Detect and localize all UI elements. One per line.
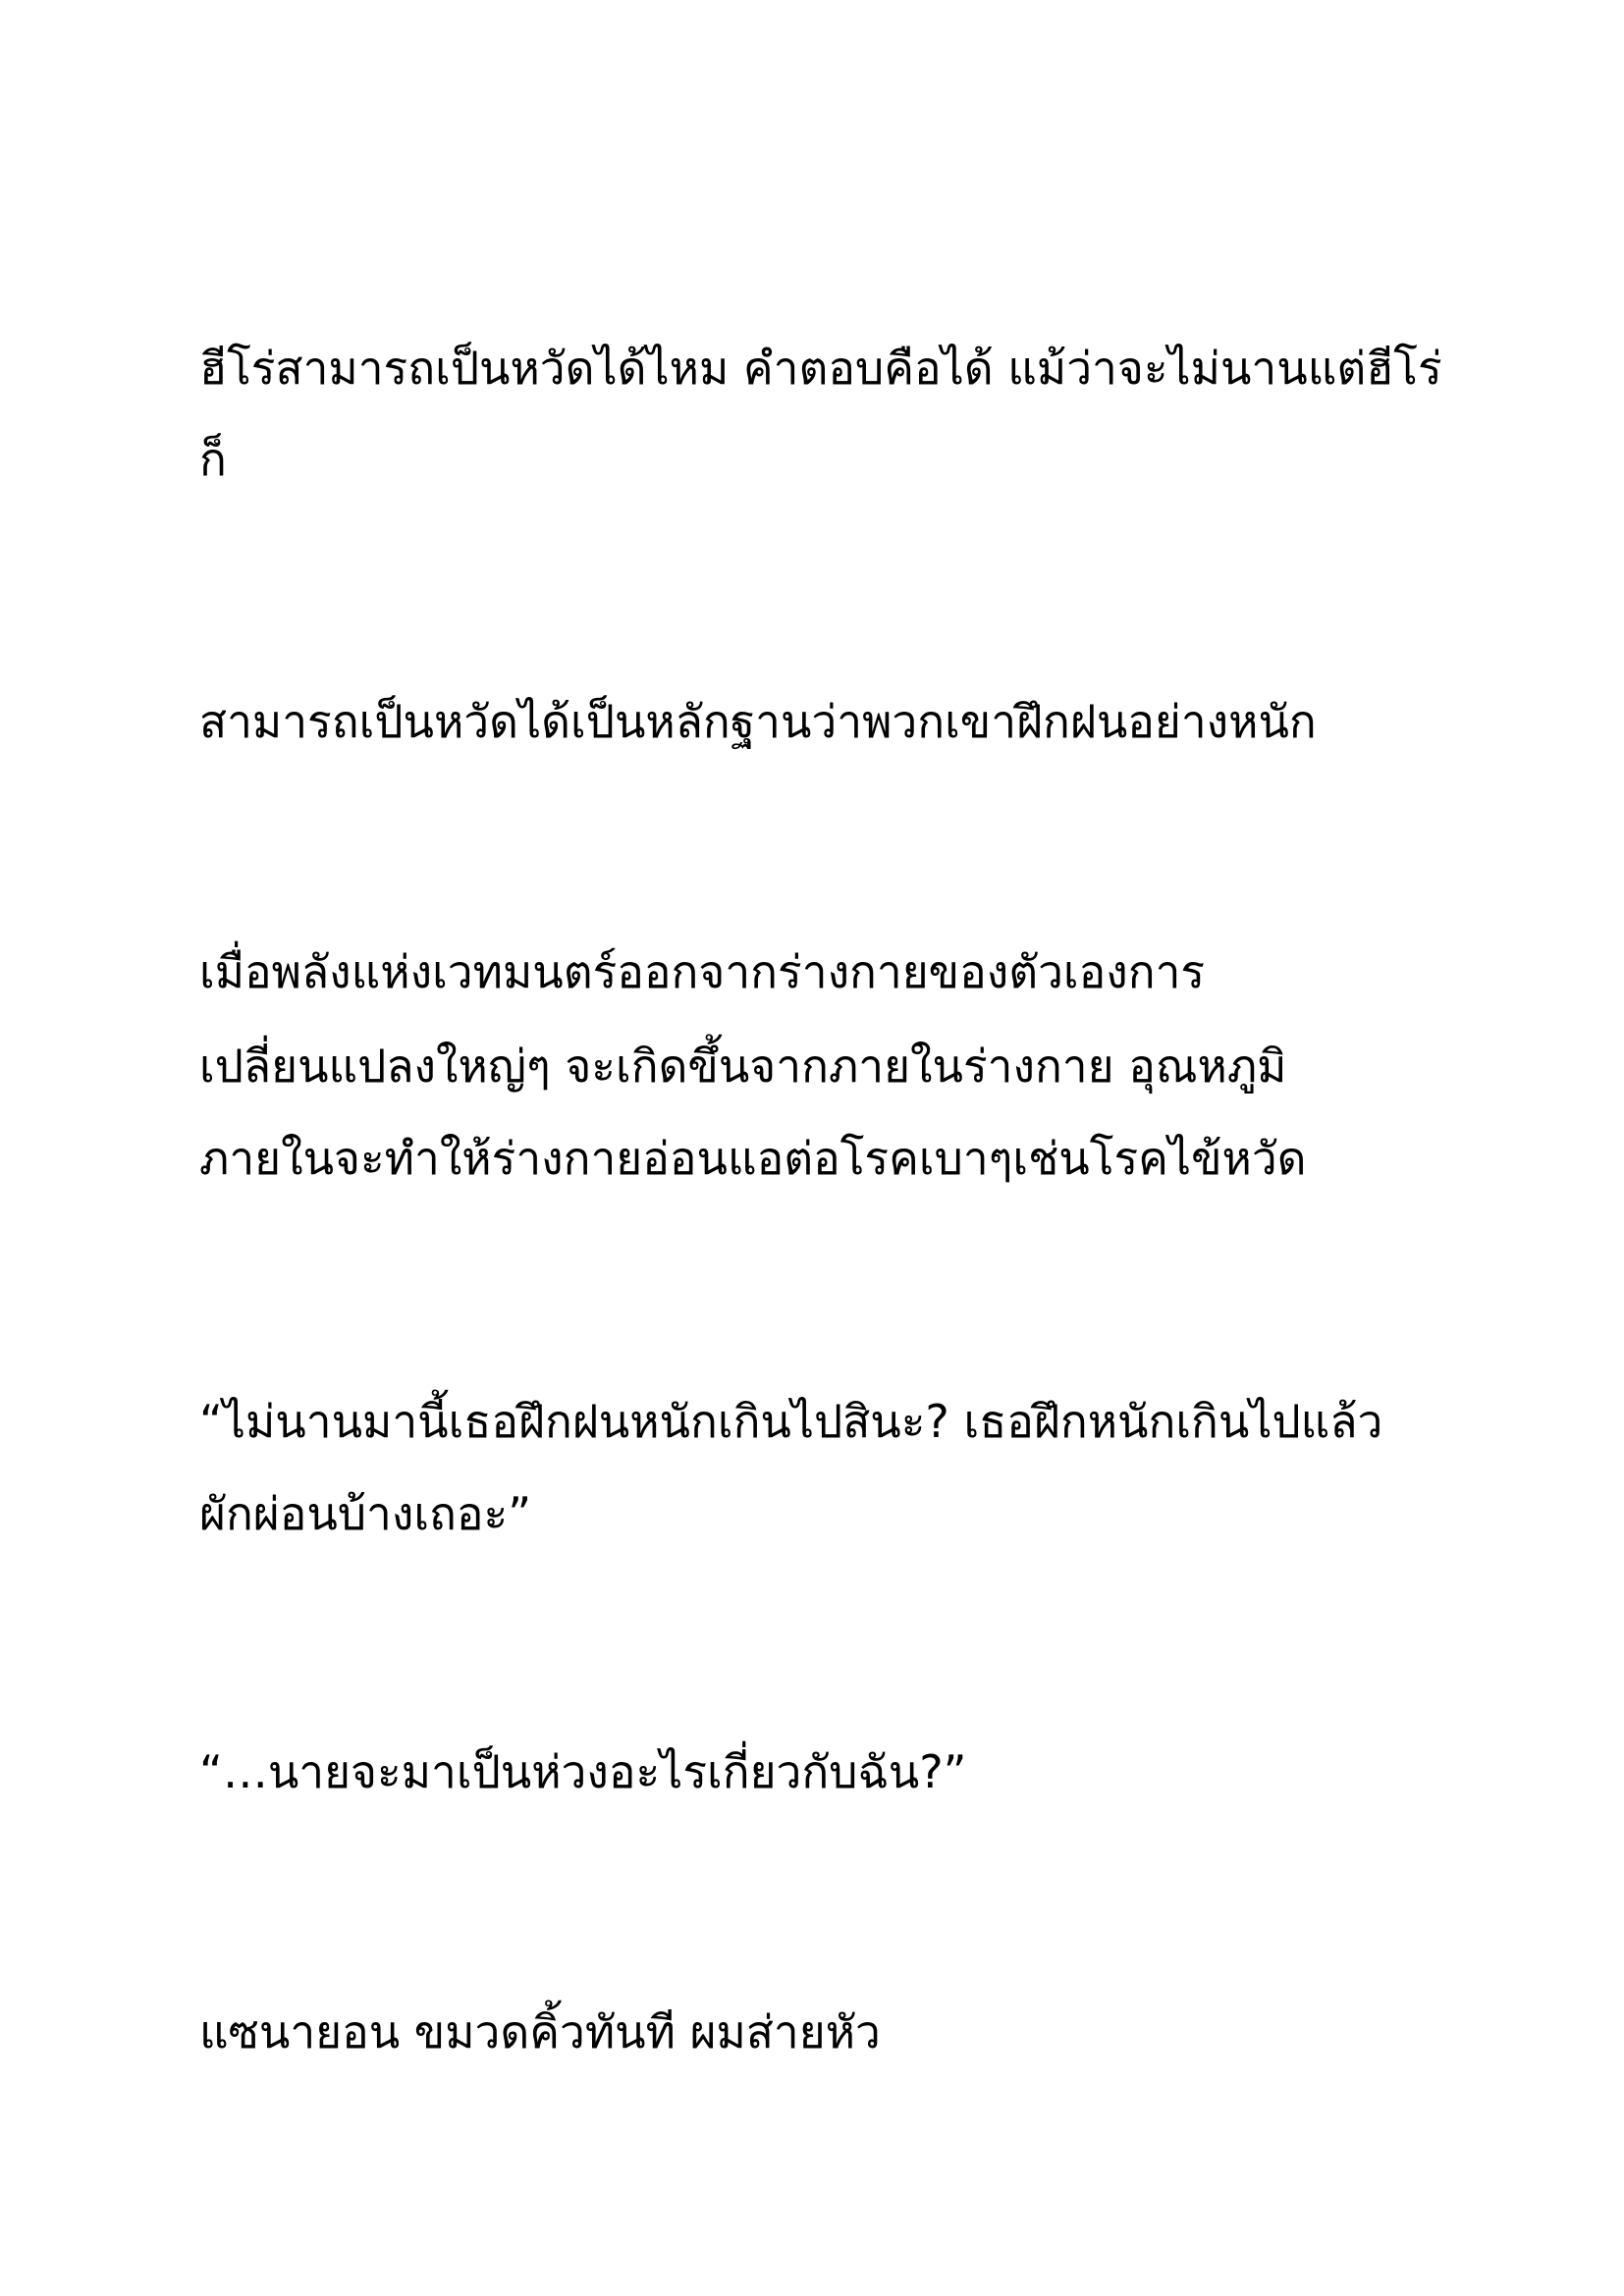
paragraph-line: ภายในจะทำให้ร่างกายอ่อนแอต่อโรคเบาๆเช่นโรคไข้หวัด [199,1132,1307,1185]
paragraph-line: ฮีโร่สามารถเป็นหวัดได้ไหม คำตอบคือได้ แม้ว่าจะไม่นานแต่ฮีโร่ [199,342,1442,395]
paragraph-line: แซนายอน ขมวดคิ้วทันที ผมส่ายหัว [199,2005,881,2058]
paragraph-line: ผักผ่อนบ้างเถอะ” [199,1487,532,1540]
paragraph-line: “…นายจะมาเป็นห่วงอะไรเกี่ยวกับฉัน?” [199,1745,967,1798]
paragraph-line: เมื่อพลังแห่งเวทมนตร์ออกจากร่างกายของตัวเองการ [199,945,1206,998]
paragraph-line: “ไม่นานมานี้เธอฝึกฝนหนักเกินไปสินะ? เธอฝึกหนักเกินไปแล้ว [199,1395,1383,1448]
paragraph-line: เปลี่ยนแปลงใหญ่ๆ จะเกิดขึ้นจากภายในร่างกาย อุณหภูมิ [199,1040,1287,1093]
paragraph-line: ก็ [199,433,227,486]
paragraph-line: สามารถเป็นหวัดได้เป็นหลักฐานว่าพวกเขาฝึกฝนอย่างหนัก [199,695,1317,748]
